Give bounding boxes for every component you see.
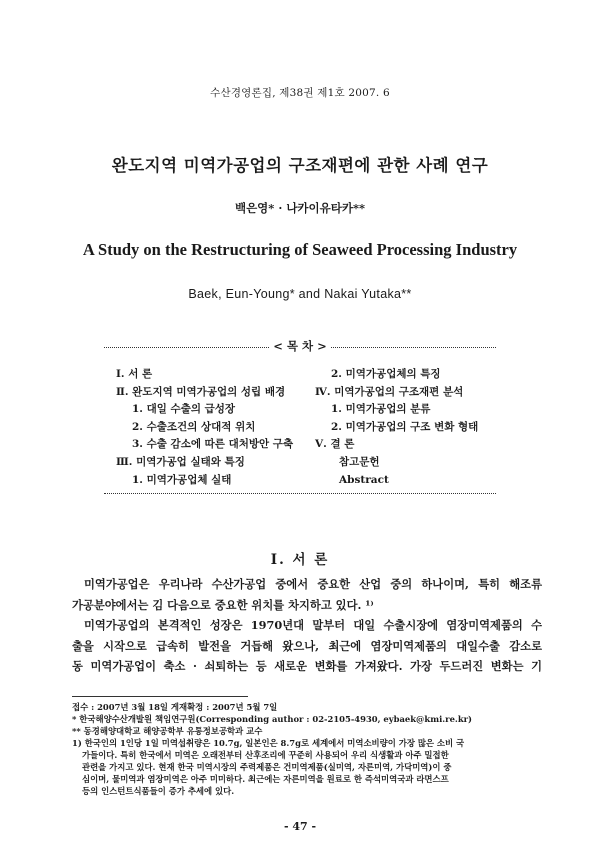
paper-title-english: A Study on the Restructuring of Seaweed Processing Industry <box>82 240 518 259</box>
footnote-line: 관련을 가지고 있다. 현재 한국 미역시장의 주력제품은 건미역제품(실미역, 자른미역, 가닥미역)이 중 <box>82 762 452 772</box>
toc-item: Ⅲ. 미역가공업 실태와 특징 <box>116 455 245 468</box>
paragraph-line: 출을 시작으로 급속히 발전을 거듭해 왔으나, 최근에 염장미역제품의 대일수출 감소로 <box>72 638 542 653</box>
footnote-received: 접수 : 2007년 3월 18일 게재확정 : 2007년 5월 7일 <box>72 702 278 712</box>
toc-item: Ⅱ. 완도지역 미역가공업의 성립 배경 <box>116 385 286 398</box>
body-paragraph-2 <box>72 615 542 677</box>
footnote-affiliation-1: * 한국해양수산개발원 책임연구원(Corresponding author : 02-2105-4930, eybaek@kmi.re.kr) <box>72 714 473 724</box>
toc-heading: < 목 차 > <box>273 339 327 353</box>
paragraph-line: 미역가공업의 본격적인 성장은 1970년대 말부터 대일 수출시장에 염장미역제품의 수 <box>84 618 542 632</box>
toc-divider-right <box>331 347 496 348</box>
footnote-affiliation-2: ** 동경해양대학교 해양공학부 유통정보공학과 교수 <box>72 726 263 736</box>
toc-item: Ⅴ. 결 론 <box>315 438 355 451</box>
toc-item: 2. 미역가공업의 구조 변화 형태 <box>331 420 479 433</box>
footnote-line: 가들이다. 특히 한국에서 미역은 오래전부터 산후조리에 꾸준히 사용되어 우리 식생활과 아주 밀접한 <box>82 750 449 760</box>
toc-item: 2. 미역가공업체의 특징 <box>331 368 441 380</box>
authors-english: Baek, Eun-Young* and Nakai Yutaka** <box>188 287 412 301</box>
toc-bottom-divider <box>104 493 496 494</box>
paper-title-korean: 완도지역 미역가공업의 구조재편에 관한 사례 연구 <box>111 156 489 175</box>
toc-item: Ⅳ. 미역가공업의 구조재편 분석 <box>315 385 464 398</box>
paragraph-line: 미역가공업은 우리나라 수산가공업 중에서 중요한 산업 중의 하나이며, 특히 해조류 <box>84 577 542 591</box>
paragraph-line: 가공분야에서는 김 다음으로 중요한 위치를 차지하고 있다. ¹⁾ <box>72 597 374 612</box>
toc-header <box>104 338 496 358</box>
toc-item: 3. 수출 감소에 따른 대처방안 구축 <box>132 438 294 451</box>
toc-item: 1. 대일 수출의 급성장 <box>132 403 236 416</box>
toc-item: 2. 수출조건의 상대적 위치 <box>132 420 256 433</box>
page-number: - 47 - <box>283 820 317 833</box>
footnote-1 <box>72 737 542 797</box>
authors-korean: 백은영* · 나카이유타카** <box>234 201 366 215</box>
toc-item: 참고문헌 <box>339 455 380 468</box>
toc-left-column <box>116 366 316 489</box>
toc-right-column <box>315 366 505 489</box>
footnote-line: 심이며, 물미역과 염장미역은 아주 미미하다. 최근에는 자른미역을 원료로 한 즉석미역국과 라면스프 <box>82 774 449 784</box>
toc-item: 1. 미역가공업체 실태 <box>132 473 232 486</box>
journal-header: 수산경영론집, 제38권 제1호 2007. 6 <box>210 87 390 99</box>
toc-item: Ⅰ. 서 론 <box>116 368 153 380</box>
footnote-line: 등의 인스턴트식품들이 증가 추세에 있다. <box>82 786 235 796</box>
footnote-line: 1) 한국인의 1인당 1일 미역섭취량은 10.7g, 일본인은 8.7g로 세계에서 미역소비량이 가장 많은 소비 국 <box>72 738 465 748</box>
paragraph-line: 동 미역가공업이 축소 · 쇠퇴하는 등 새로운 변화를 가져왔다. 가장 두드러진 변화는 기 <box>72 659 542 673</box>
section-heading: Ⅰ. 서 론 <box>270 552 330 568</box>
footnote-rule <box>72 696 248 697</box>
body-paragraph-1 <box>72 574 542 615</box>
footnotes <box>72 701 542 797</box>
toc-item: 1. 미역가공업의 분류 <box>331 403 431 416</box>
toc-item: Abstract <box>339 473 389 486</box>
